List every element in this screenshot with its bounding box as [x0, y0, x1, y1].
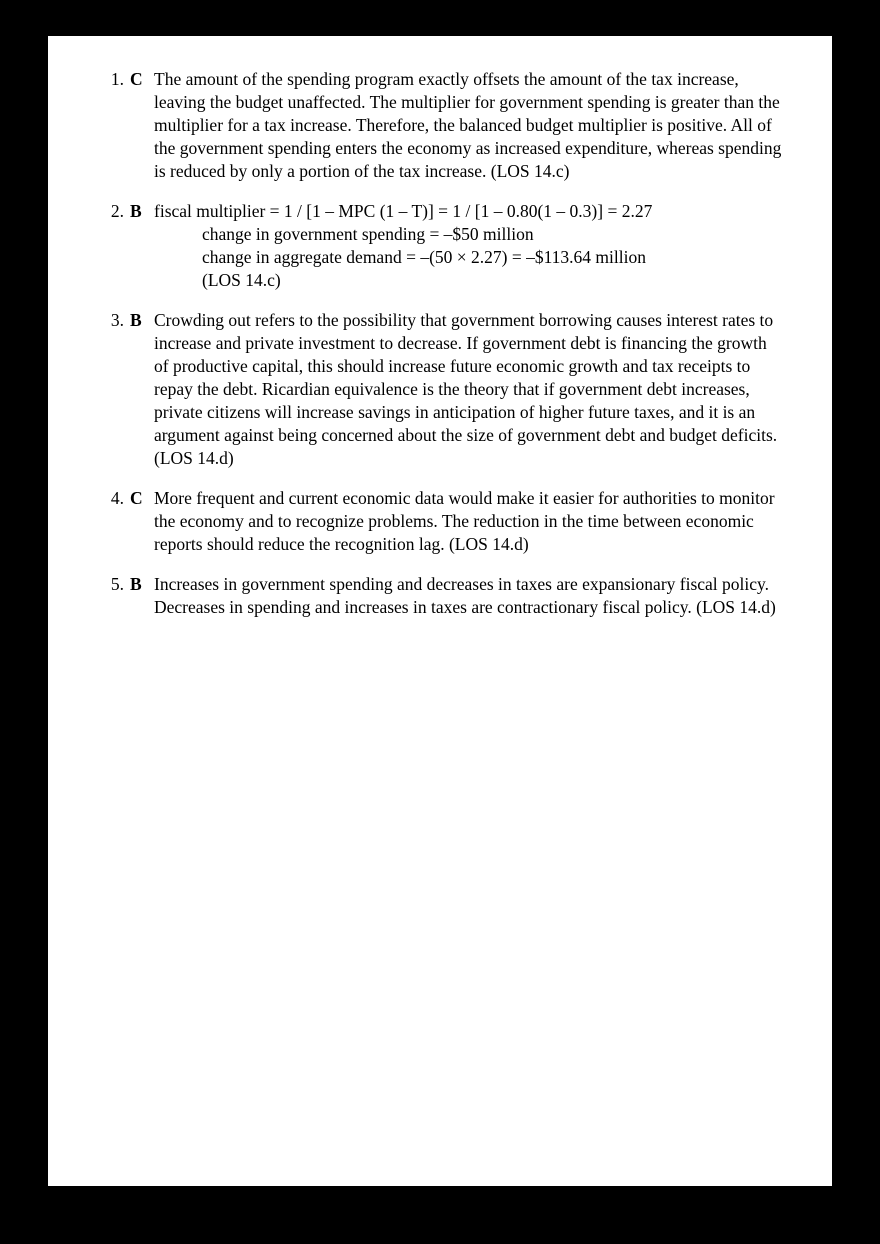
answer-line: change in government spending = –$50 million [202, 224, 534, 244]
answer-item [96, 68, 784, 183]
answer-item [96, 487, 784, 556]
answer-letter: B [130, 574, 142, 594]
answer-letter: C [130, 69, 143, 89]
answer-line: Increases in government spending and decreases in taxes are expansionary fiscal policy. Decreases in spending and increases in taxes are contractionary fiscal policy. (LOS 14.d) [154, 574, 776, 617]
answer-text [154, 487, 784, 556]
answer-line: change in aggregate demand = –(50 × 2.27) = –$113.64 million [202, 247, 646, 267]
answer-number: 3. [110, 310, 124, 330]
answer-number: 4. [110, 488, 124, 508]
answer-number: 1. [110, 69, 124, 89]
answer-item [96, 573, 784, 619]
answer-text [154, 573, 784, 619]
answers-list [48, 36, 832, 619]
answer-letter: C [130, 488, 143, 508]
answer-letter: B [130, 201, 142, 221]
answer-text [154, 68, 784, 183]
document-page [48, 36, 832, 1186]
answer-number: 5. [110, 574, 124, 594]
answer-item [96, 309, 784, 470]
answer-line: The amount of the spending program exactly offsets the amount of the tax increase, leaving the budget unaffected. The multiplier for government spending is greater than the multiplier for a tax increase. Therefore, the balanced budget multiplier is positive. All of the government spending enters the economy as increased expenditure, whereas spending is reduced by only a portion of the tax increase. (LOS 14.c) [154, 69, 782, 181]
answer-line: More frequent and current economic data would make it easier for authorities to monitor the economy and to recognize problems. The reduction in the time between economic reports should reduce the recognition lag. (LOS 14.d) [154, 488, 775, 554]
answer-number: 2. [110, 201, 124, 221]
answer-line: Crowding out refers to the possibility that government borrowing causes interest rates to increase and private investment to decrease. If government debt is financing the growth of productive capital, this should increase future economic growth and tax receipts to repay the debt. Ricardian equivalence is the theory that if government debt increases, private citizens will increase savings in anticipation of higher future taxes, and it is an argument against being concerned about the size of government debt and budget deficits. (LOS 14.d) [154, 310, 778, 468]
answer-line: (LOS 14.c) [202, 270, 281, 290]
answer-item [96, 200, 784, 292]
answer-line: fiscal multiplier = 1 / [1 – MPC (1 – T)] = 1 / [1 – 0.80(1 – 0.3)] = 2.27 [154, 201, 653, 221]
answer-text [154, 200, 784, 292]
answer-letter: B [130, 310, 142, 330]
answer-text [154, 309, 784, 470]
